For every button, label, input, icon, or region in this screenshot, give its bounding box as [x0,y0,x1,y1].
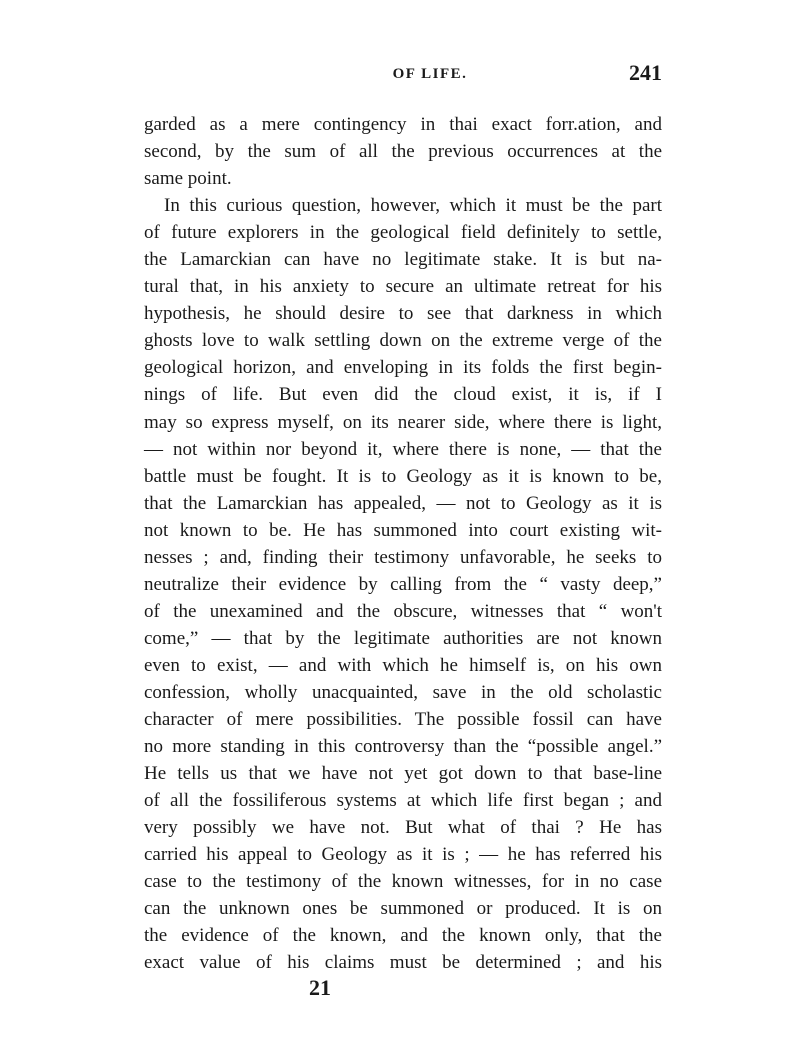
text-line: battle must be fought. It is to Geology as it is known to be, [144,465,662,487]
text-line: garded as a mere contingency in thai exact forr.ation, and [144,114,662,135]
text-line: — not within nor beyond it, where there is none, — that the [144,438,662,460]
page-number: 241 [629,60,662,85]
text-line: nings of life. But even did the cloud exist, it is, if I [144,384,662,406]
text-line: tural that, in his anxiety to secure an ultimate retreat for his [144,276,662,298]
text-line: not known to be. He has summoned into court existing wit- [144,519,662,541]
text-line: character of mere possibilities. The possible fossil can have [144,709,662,731]
text-line: come,” — that by the legitimate authorities are not known [144,627,662,649]
text-line: In this curious question, however, which it must be the part [164,195,662,217]
text-line: hypothesis, he should desire to see that darkness in which [144,303,662,325]
body-text [144,111,662,977]
text-line: carried his appeal to Geology as it is ; — he has referred his [144,844,662,866]
text-line: ghosts love to walk settling down on the extreme verge of the [144,330,662,352]
text-line: second, by the sum of all the previous occurrences at the [144,141,662,163]
running-title: OF LIFE. [392,66,468,82]
text-line: can the unknown ones be summoned or produced. It is on [144,898,662,920]
text-line: nesses ; and, finding their testimony unfavorable, he seeks to [144,546,662,568]
text-line: of all the fossiliferous systems at which life first began ; and [144,790,662,812]
text-line: of future explorers in the geological field definitely to settle, [144,222,662,244]
running-head [144,60,664,90]
text-line: no more standing in this controversy than the “possible angel.” [144,736,662,758]
text-line: of the unexamined and the obscure, witnesses that “ won't [144,600,662,622]
text-line: case to the testimony of the known witnesses, for in no case [144,871,662,893]
text-line: very possibly we have not. But what of thai ? He has [144,817,662,839]
text-line: same point. [144,168,232,190]
text-line: He tells us that we have not yet got down to that base-line [144,763,662,785]
text-line: that the Lamarckian has appealed, — not to Geology as it is [144,492,662,514]
text-line: confession, wholly unacquainted, save in the old scholastic [144,681,662,703]
text-line: neutralize their evidence by calling from the “ vasty deep,” [144,573,662,595]
text-line: the Lamarckian can have no legitimate stake. It is but na- [144,249,662,271]
signature-mark: 21 [309,975,331,1000]
text-line: exact value of his claims must be determined ; and his [144,952,662,974]
text-line: the evidence of the known, and the known only, that the [144,925,662,947]
text-line: even to exist, — and with which he himself is, on his own [144,654,662,676]
text-line: may so express myself, on its nearer side, where there is light, [144,411,662,433]
text-line: geological horizon, and enveloping in its folds the first begin- [144,357,662,379]
